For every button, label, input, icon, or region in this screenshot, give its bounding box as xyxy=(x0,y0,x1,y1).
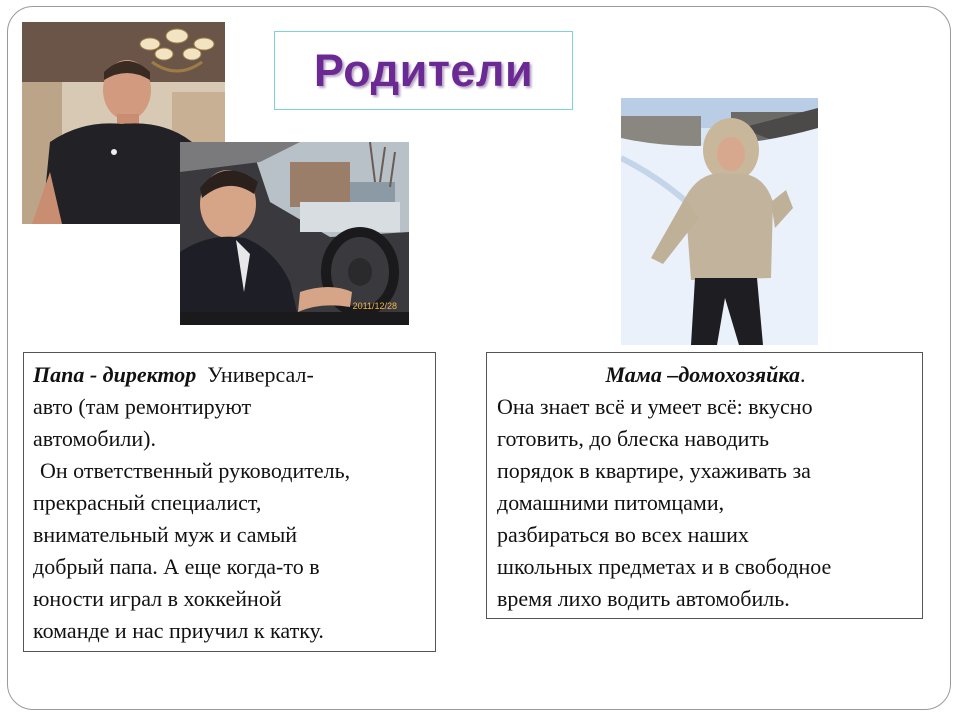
photo-date-stamp: 2011/12/28 xyxy=(352,301,397,311)
dad-line: добрый папа. А еще когда-то в xyxy=(33,554,320,579)
mom-heading: Мама –домохозяйка xyxy=(605,362,800,387)
mom-line: готовить, до блеска наводить xyxy=(497,426,770,451)
dad-heading: Папа - директор xyxy=(33,362,197,387)
dad-line: внимательный муж и самый xyxy=(33,522,297,547)
mom-line: порядок в квартире, ухаживать за xyxy=(497,458,811,483)
dad-paragraph-intro xyxy=(33,359,427,391)
mom-line: школьных предметах и в свободное xyxy=(497,554,832,579)
mom-description-box xyxy=(486,352,923,619)
dad-line: прекрасный специалист, xyxy=(33,490,262,515)
mom-heading-tail: . xyxy=(799,362,806,387)
mom-heading-line xyxy=(497,359,914,391)
title-box xyxy=(274,31,573,110)
mom-photo xyxy=(621,98,818,345)
dad-description-box xyxy=(23,352,436,652)
dad-line: Универсал- xyxy=(207,362,314,387)
mom-line: время лихо водить автомобиль. xyxy=(497,586,790,611)
mom-line: Она знает всё и умеет всё: вкусно xyxy=(497,394,813,419)
mom-line: домашними питомцами, xyxy=(497,490,725,515)
dad-car-photo xyxy=(180,142,409,325)
dad-line: автомобили). xyxy=(33,426,156,451)
mom-line: разбираться во всех наших xyxy=(497,522,749,547)
dad-line: Он ответственный руководитель, xyxy=(40,458,351,483)
slide-title: Родители xyxy=(313,44,534,96)
dad-line: юности играл в хоккейной xyxy=(33,586,282,611)
dad-line: команде и нас приучил к катку. xyxy=(33,618,324,643)
dad-line: авто (там ремонтируют xyxy=(33,394,252,419)
